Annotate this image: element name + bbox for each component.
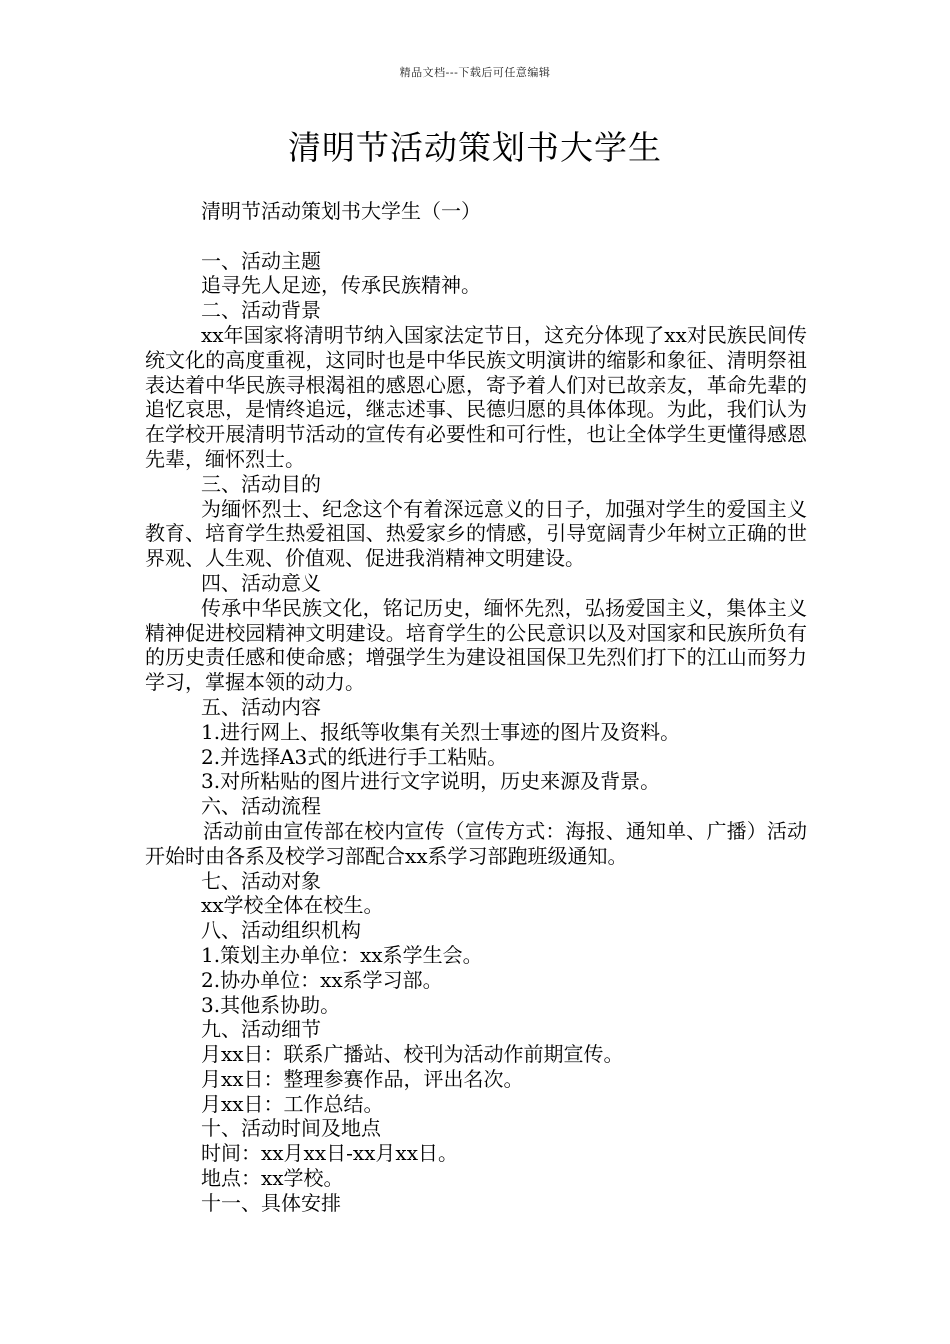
section-heading-significance: 四、活动意义	[201, 570, 321, 595]
section-heading-details: 九、活动细节	[201, 1017, 321, 1042]
section-heading-theme: 一、活动主题	[201, 248, 321, 273]
significance-paragraph: 传承中华民族文化，铭记历史，缅怀先烈，弘扬爱国主义，集体主义精神促进校园精神文明建设。培育学生的公民意识以及对国家和民族所负有的历史责任感和使命感；增强学生为建设祖国保卫先烈们打下的江山而努力学习，掌握本领的动力。	[145, 595, 807, 695]
blank-line	[145, 224, 807, 249]
section-heading-background: 二、活动背景	[201, 298, 321, 323]
section-heading-arrangement: 十一、具体安排	[201, 1190, 341, 1215]
purpose-paragraph: 为缅怀烈士、纪念这个有着深远意义的日子，加强对学生的爱国主义教育、培育学生热爱祖国、热爱家乡的情感，引导宽阔青少年树立正确的世界观、人生观、价值观、促进我消精神文明建设。	[145, 496, 807, 571]
details-item: 月xx日：工作总结。	[201, 1091, 384, 1116]
section-heading-time-place: 十、活动时间及地点	[201, 1116, 381, 1141]
details-item: 月xx日：整理参赛作品，评出名次。	[201, 1066, 524, 1091]
document-body	[145, 199, 807, 1216]
audience-text: xx学校全体在校生。	[201, 893, 384, 918]
header-note: 精品文档---下载后可任意编辑	[399, 66, 551, 79]
document-title: 清明节活动策划书大学生	[288, 128, 662, 167]
content-item: 2.并选择A3式的纸进行手工粘贴。	[201, 744, 508, 769]
section-heading-audience: 七、活动对象	[201, 868, 321, 893]
organization-item: 2.协办单位：xx系学习部。	[201, 967, 443, 992]
section-heading-purpose: 三、活动目的	[201, 471, 321, 496]
section-heading-content: 五、活动内容	[201, 694, 321, 719]
place-text: 地点：xx学校。	[201, 1166, 344, 1191]
organization-item: 3.其他系协助。	[201, 992, 341, 1017]
background-paragraph: xx年国家将清明节纳入国家法定节日，这充分体现了xx对民族民间传统文化的高度重视，这同时也是中华民族文明演讲的缩影和象征、清明祭祖表达着中华民族寻根渴祖的感恩心愿，寄予着人们对已故亲友，革命先辈的追忆哀思，是情终追远，继志述事、民德归愿的具体体现。为此，我们认为在学校开展清明节活动的宣传有必要性和可行性，也让全体学生更懂得感恩先辈，缅怀烈士。	[145, 322, 807, 471]
document-subtitle: 清明节活动策划书大学生（一）	[201, 199, 481, 223]
process-paragraph: 活动前由宣传部在校内宣传（宣传方式：海报、通知单、广播）活动开始时由各系及校学习部配合xx系学习部跑班级通知。	[145, 818, 807, 868]
section-heading-process: 六、活动流程	[201, 794, 321, 819]
section-heading-organization: 八、活动组织机构	[201, 918, 361, 943]
organization-item: 1.策划主办单位：xx系学生会。	[201, 942, 483, 967]
content-item: 3.对所粘贴的图片进行文字说明，历史来源及背景。	[201, 769, 661, 794]
theme-text: 追寻先人足迹，传承民族精神。	[201, 273, 481, 298]
content-item: 1.进行网上、报纸等收集有关烈士事迹的图片及资料。	[201, 719, 681, 744]
time-text: 时间：xx月xx日-xx月xx日。	[201, 1141, 458, 1166]
details-item: 月xx日：联系广播站、校刊为活动作前期宣传。	[201, 1042, 624, 1067]
